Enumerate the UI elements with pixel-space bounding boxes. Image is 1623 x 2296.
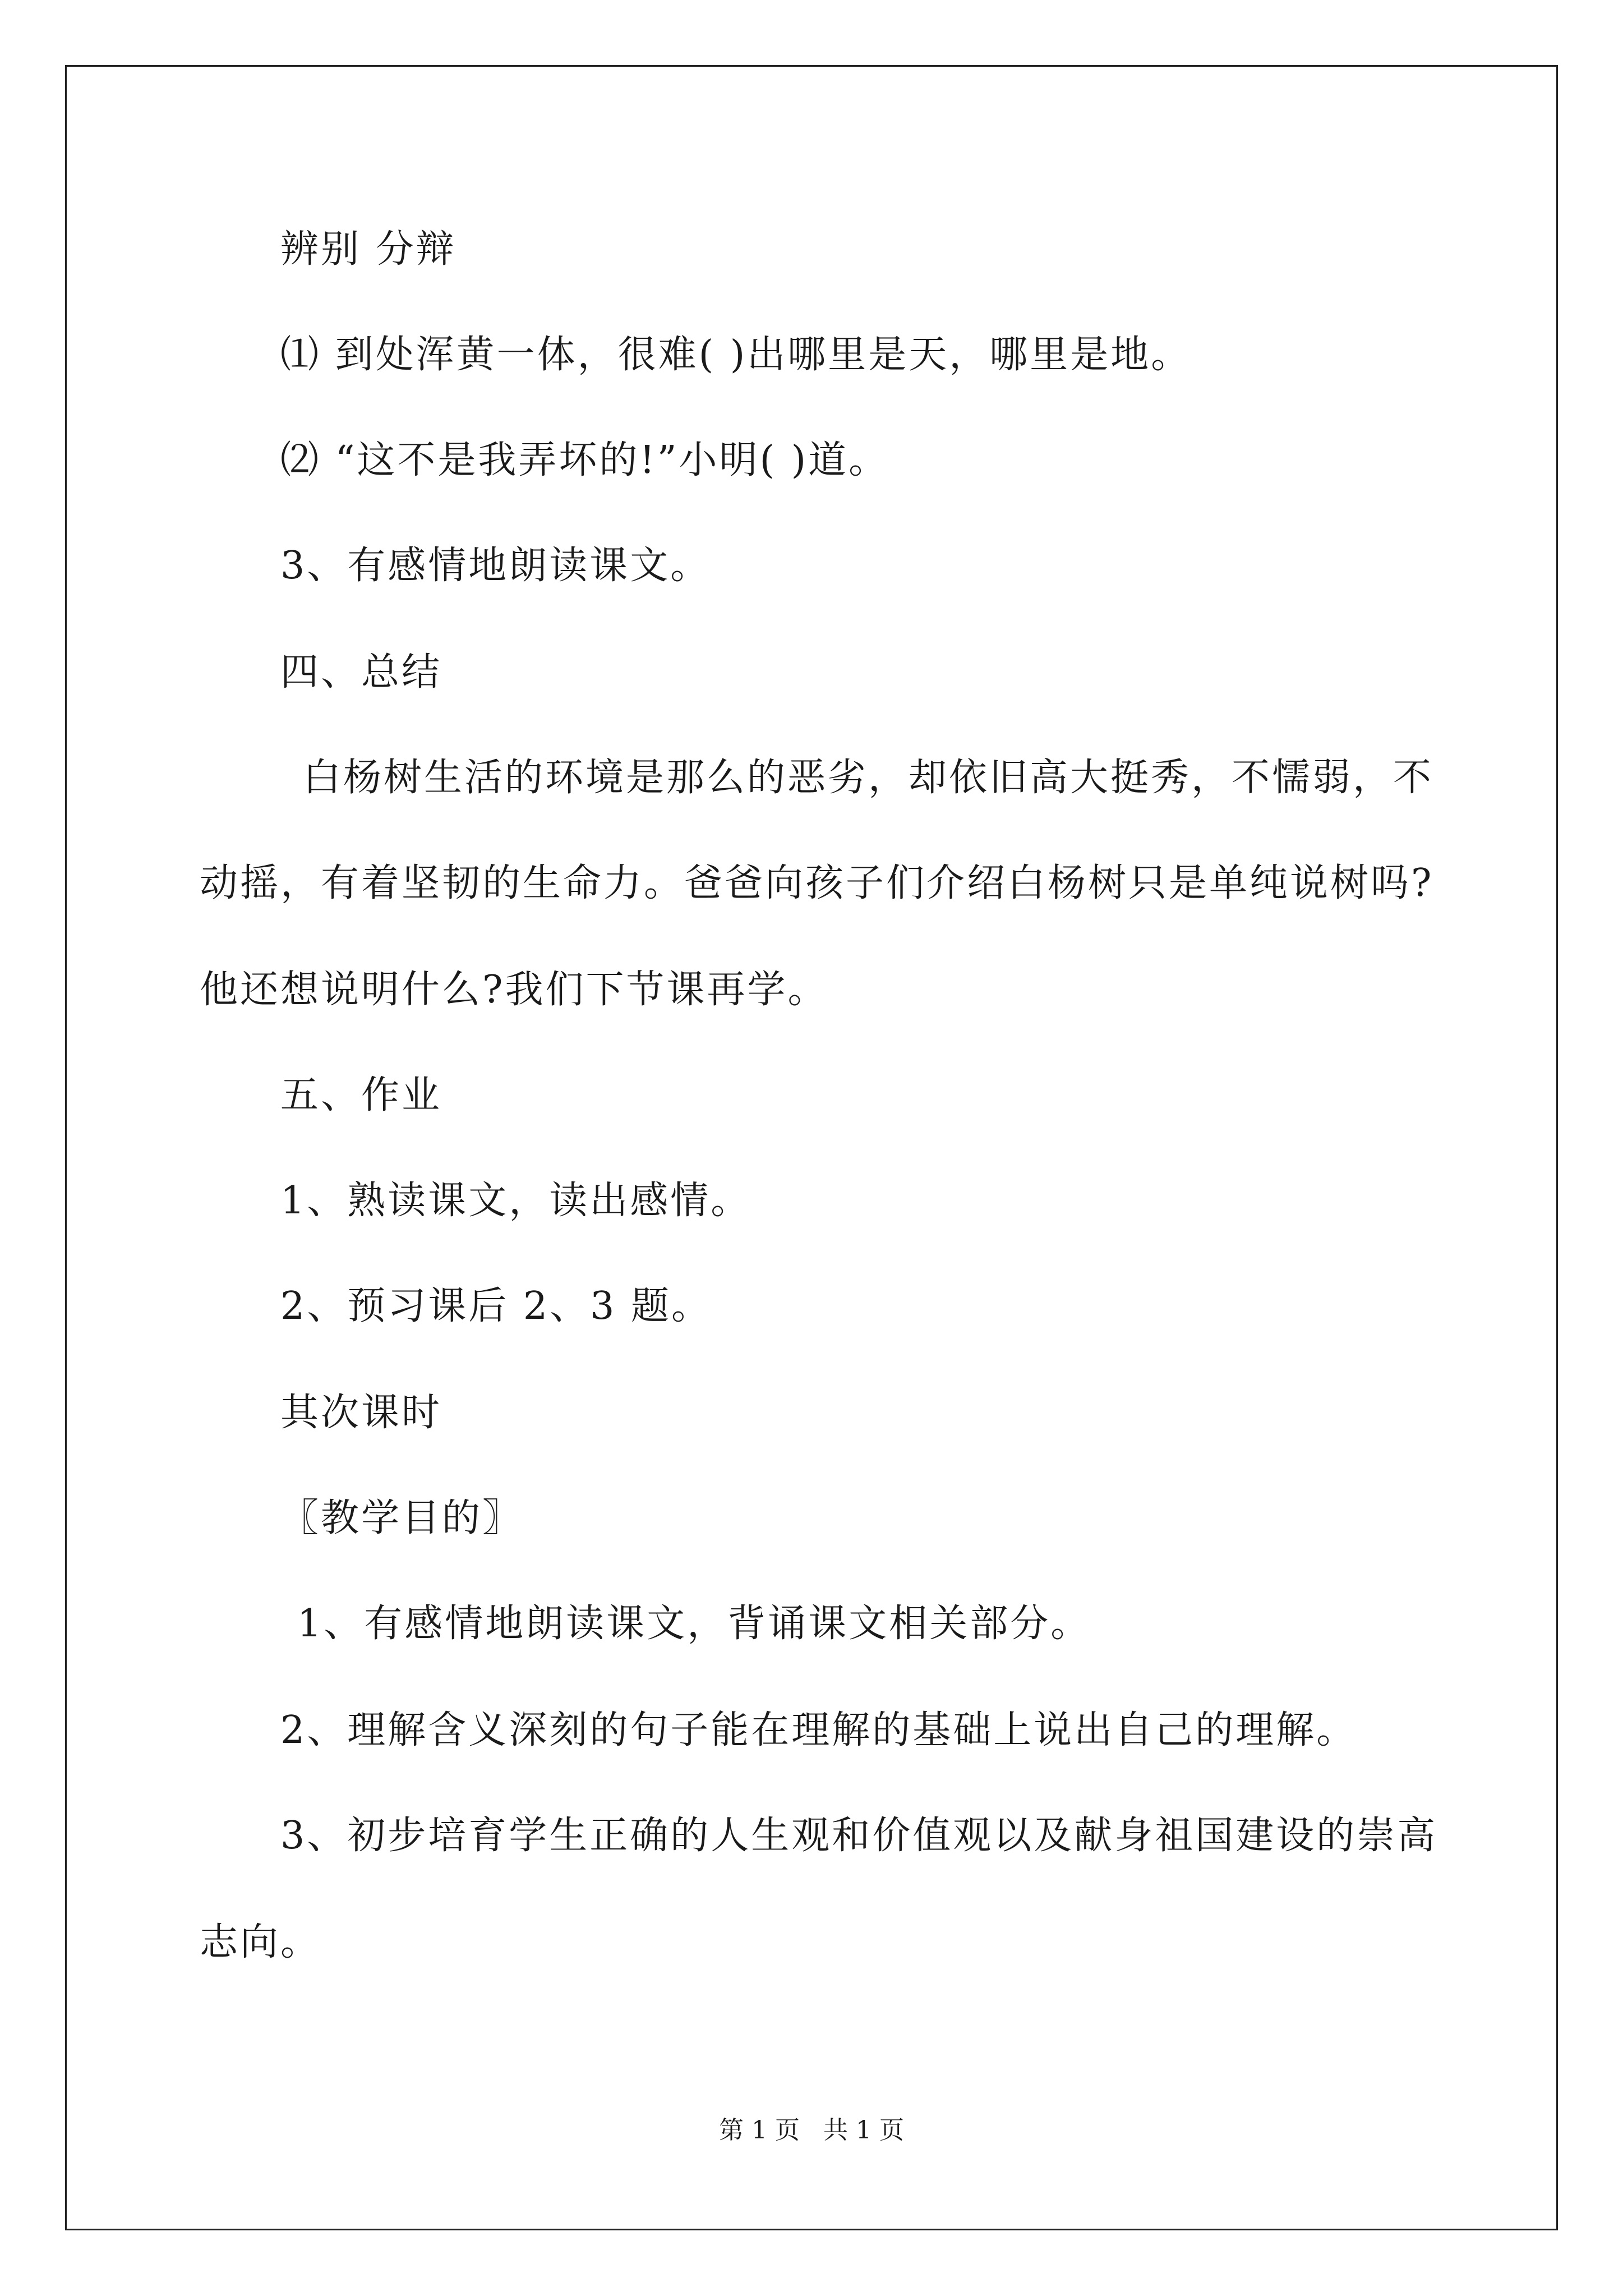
paragraph-line: 3、初步培育学生正确的人生观和价值观以及献身祖国建设的崇高	[280, 1814, 1438, 1858]
text-line: ⑵ “这不是我弄坏的!”小明( )道。	[280, 438, 889, 482]
section-heading: 五、作业	[280, 1073, 442, 1117]
paragraph-line: 白杨树生活的环境是那么的恶劣，却依旧高大挺秀，不懦弱，不	[303, 756, 1434, 800]
section-heading: 四、总结	[280, 650, 442, 694]
text-line: 3、有感情地朗读课文。	[280, 544, 711, 588]
page-border	[65, 65, 1558, 2230]
paragraph-line: 志向。	[200, 1920, 321, 1964]
text-line: 2、理解含义深刻的句子能在理解的基础上说出自己的理解。	[280, 1708, 1357, 1752]
section-heading: 〖教学目的〗	[280, 1496, 523, 1540]
paragraph-line: 动摇，有着坚韧的生命力。爸爸向孩子们介绍白杨树只是单纯说树吗?	[200, 861, 1434, 905]
text-line: 1、有感情地朗读课文，背诵课文相关部分。	[297, 1602, 1091, 1646]
text-line: 1、熟读课文，读出感情。	[280, 1179, 751, 1223]
section-heading: 其次课时	[280, 1391, 442, 1435]
text-line: 2、预习课后 2、3 题。	[280, 1284, 712, 1328]
paragraph-line: 他还想说明什么?我们下节课再学。	[200, 968, 828, 1012]
text-line: 辨别 分辩	[280, 227, 457, 272]
page-number-footer: 第 1 页 共 1 页	[719, 2116, 904, 2145]
text-line: ⑴ 到处浑黄一体，很难( )出哪里是天，哪里是地。	[280, 333, 1192, 377]
